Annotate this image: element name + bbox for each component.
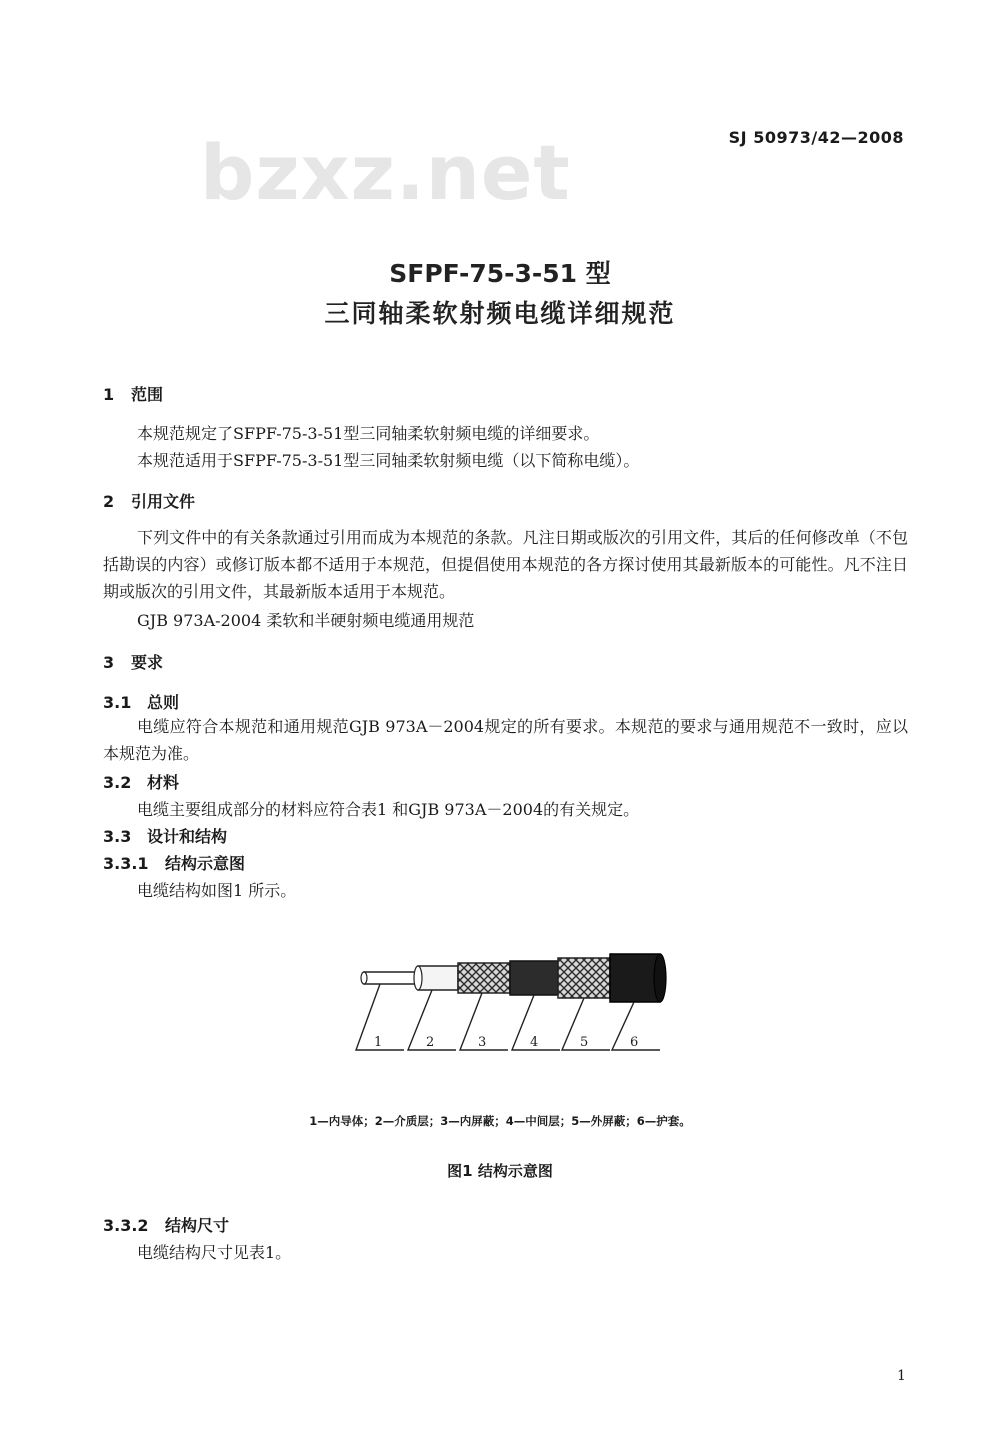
- title-line-2: 三同轴柔软射频电缆详细规范: [324, 299, 676, 328]
- section-title: 结构尺寸: [165, 1216, 230, 1235]
- page-number: 1: [897, 1368, 906, 1384]
- section-number: 3.1: [103, 693, 132, 712]
- section-title: 要求: [131, 653, 164, 672]
- middle-layer: [510, 961, 558, 995]
- figure-label-5: 5: [580, 1035, 589, 1050]
- section-number: 3.3.2: [103, 1216, 149, 1235]
- section-3-3-1-paragraph: 电缆结构如图1 所示。: [137, 881, 297, 900]
- section-1-paragraph-2: 本规范适用于SFPF-75-3-51型三同轴柔软射频电缆（以下简称电缆）。: [137, 451, 640, 470]
- document-code: SJ 50973/42—2008: [728, 128, 904, 147]
- section-3-1-heading: [103, 690, 179, 713]
- section-3-3-1-heading: [103, 851, 245, 874]
- figure-label-3: 3: [478, 1035, 487, 1050]
- section-3-2-paragraph: 电缆主要组成部分的材料应符合表1 和GJB 973A－2004的有关规定。: [137, 800, 640, 819]
- section-1-paragraph-1: 本规范规定了SFPF-75-3-51型三同轴柔软射频电缆的详细要求。: [137, 424, 600, 443]
- section-3-3-2-heading: [103, 1213, 229, 1236]
- watermark: bzxz.net: [200, 128, 571, 217]
- section-number: 3.2: [103, 773, 132, 792]
- section-3-3-2-paragraph: 电缆结构尺寸见表1。: [137, 1243, 292, 1262]
- section-number: 1: [103, 385, 115, 404]
- cable-structure-diagram: [340, 948, 680, 1058]
- figure-label-2: 2: [426, 1035, 435, 1050]
- section-title: 材料: [147, 773, 180, 792]
- inner-shield: [458, 963, 510, 993]
- section-number: 3.3: [103, 827, 132, 846]
- section-title: 设计和结构: [147, 827, 228, 846]
- cable-structure-figure: [340, 948, 680, 1062]
- section-3-3-heading: [103, 824, 227, 847]
- title-line-1: SFPF-75-3-51 型: [389, 259, 611, 288]
- figure-caption: 1—内导体；2—介质层；3—内屏蔽；4—中间层；5—外屏蔽；6—护套。: [309, 1114, 691, 1128]
- section-2-paragraph: 下列文件中的有关条款通过引用而成为本规范的条款。凡注日期或版次的引用文件，其后的任何修改单（不包括勘误的内容）或修订版本都不适用于本规范，但提倡使用本规范的各方探讨使用其最新版本的可能性。凡不注日期或版次的引用文件，其最新版本适用于本规范。: [103, 528, 908, 601]
- section-number: 2: [103, 492, 115, 511]
- section-title: 结构示意图: [165, 854, 246, 873]
- section-title: 引用文件: [131, 492, 196, 511]
- outer-jacket: [610, 954, 660, 1002]
- section-title: 总则: [147, 693, 180, 712]
- figure-label-4: 4: [530, 1035, 539, 1050]
- section-title: 范围: [131, 385, 164, 404]
- section-3-heading: [103, 650, 163, 673]
- section-2-heading: [103, 489, 195, 512]
- dielectric-layer: [418, 966, 458, 990]
- figure-title: 图1 结构示意图: [447, 1162, 553, 1180]
- figure-label-1: 1: [374, 1035, 383, 1050]
- reference-document: GJB 973A-2004 柔软和半硬射频电缆通用规范: [137, 611, 475, 630]
- section-number: 3.3.1: [103, 854, 149, 873]
- section-1-heading: [103, 382, 163, 405]
- figure-label-6: 6: [630, 1035, 639, 1050]
- outer-shield: [558, 958, 610, 998]
- section-number: 3: [103, 653, 115, 672]
- section-3-1-paragraph: 电缆应符合本规范和通用规范GJB 973A－2004规定的所有要求。本规范的要求与通用规范不一致时，应以本规范为准。: [103, 717, 908, 763]
- inner-conductor: [364, 972, 418, 984]
- section-3-2-heading: [103, 770, 179, 793]
